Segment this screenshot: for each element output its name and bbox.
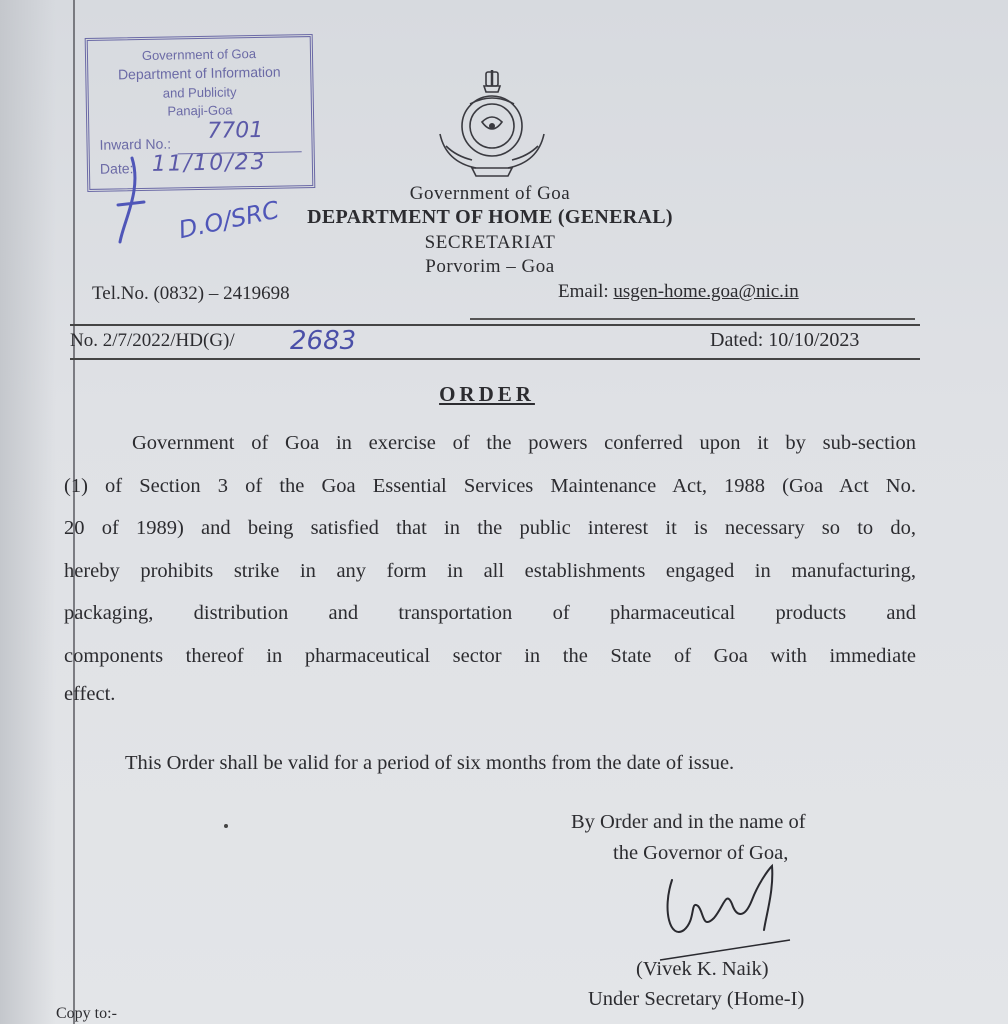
reference-rule-top (70, 324, 920, 326)
copy-to-label: Copy to:- (56, 1005, 117, 1022)
email-label: Email: (558, 281, 609, 302)
stamp-line-4: Panaji-Goa (167, 102, 233, 119)
stamp-inward-label: Inward No.: (99, 135, 172, 153)
order-line-5: packaging, distribution and transportation of pharmaceutical products and (64, 602, 916, 624)
stamp-date-value: 11/10/23 (151, 149, 267, 177)
reference-number: No. 2/7/2022/HD(G)/ (70, 330, 235, 351)
header-secretariat: SECRETARIAT (424, 232, 556, 253)
goa-emblem-icon (432, 64, 552, 180)
order-title: ORDER (439, 382, 535, 406)
handwritten-tick-mark (112, 150, 162, 250)
signature-authority-line-1: By Order and in the name of (571, 811, 806, 833)
stamp-date-label: Date: (99, 160, 134, 177)
email-address: usgen-home.goa@nic.in (613, 281, 799, 302)
signatory-name: (Vivek K. Naik) (636, 958, 769, 980)
order-line-2: (1) of Section 3 of the Goa Essential Services Maintenance Act, 1988 (Goa Act No. (64, 475, 916, 497)
reference-rule-bottom (70, 358, 920, 360)
header-location: Porvorim – Goa (425, 256, 555, 277)
reference-handwritten-number: 2683 (290, 326, 357, 356)
order-line-3: 20 of 1989) and being satisfied that in the public interest it is necessary so to do, (64, 517, 916, 539)
ink-dot (224, 824, 228, 828)
header-government: Government of Goa (409, 183, 571, 204)
order-line-4: hereby prohibits strike in any form in all establishments engaged in manufacturing, (64, 560, 916, 582)
header-department: DEPARTMENT OF HOME (GENERAL) (307, 206, 673, 228)
telephone-number: Tel.No. (0832) – 2419698 (92, 283, 290, 304)
order-line-7: effect. (64, 683, 116, 705)
header-rule (470, 318, 915, 320)
page-edge-shadow (0, 0, 56, 1024)
stamp-line-1: Government of Goa (141, 46, 257, 64)
handwritten-note: D.O/SRC (176, 195, 282, 245)
stamp-line-2: Department of Information (117, 63, 281, 83)
order-validity: This Order shall be valid for a period of six months from the date of issue. (125, 752, 735, 774)
margin-line (73, 0, 75, 1024)
handwritten-signature (640, 860, 810, 970)
signature-authority-line-2: the Governor of Goa, (613, 842, 789, 864)
reference-date: Dated: 10/10/2023 (710, 329, 860, 351)
stamp-inward-number: 7701 (207, 117, 264, 144)
email-line (558, 281, 799, 303)
order-line-1: Government of Goa in exercise of the powers conferred upon it by sub-section (132, 432, 916, 454)
stamp-line-3: and Publicity (162, 84, 237, 101)
signatory-designation: Under Secretary (Home-I) (588, 988, 805, 1010)
order-line-6: components thereof in pharmaceutical sector in the State of Goa with immediate (64, 645, 916, 667)
